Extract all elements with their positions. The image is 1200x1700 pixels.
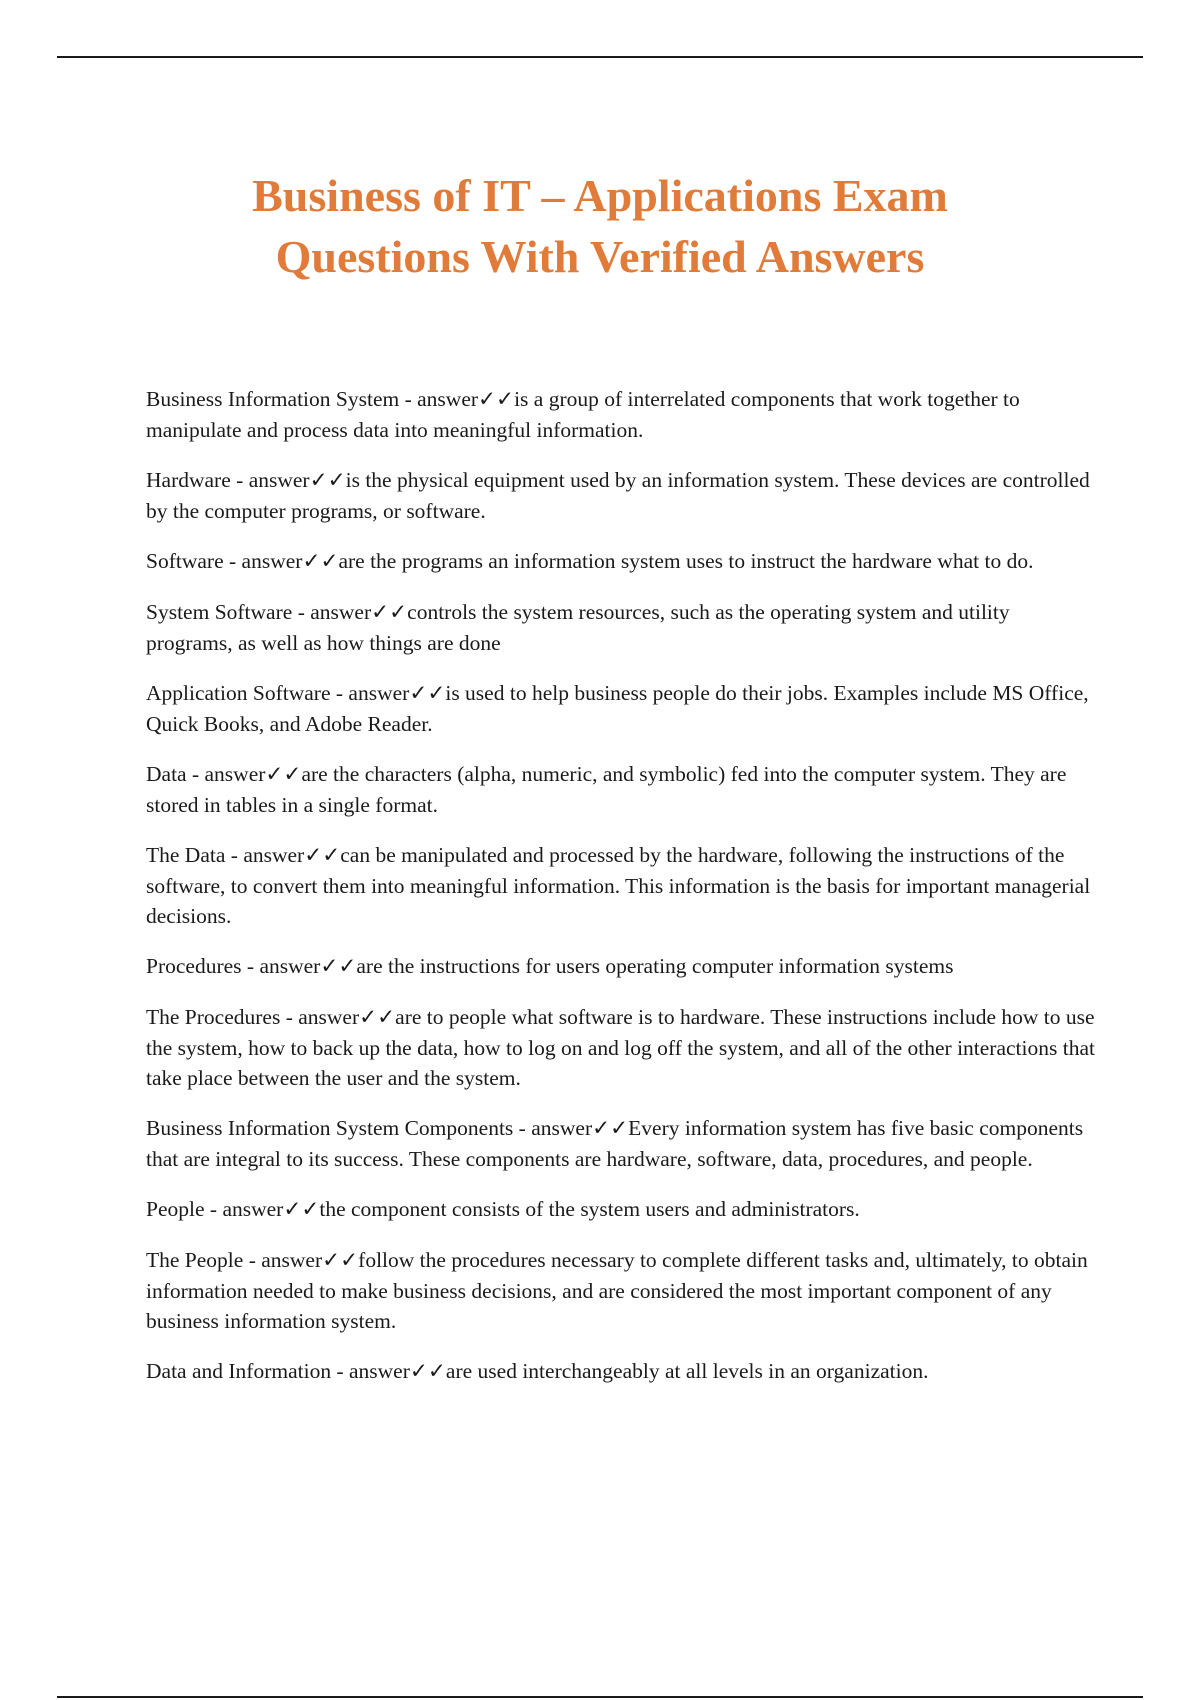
qa-entry [146,759,1096,820]
qa-entry [146,546,1096,577]
qa-entry [146,1002,1096,1093]
entry-definition: are the characters (alpha, numeric, and symbolic) fed into the computer system. They are stored in tables in a single format. [146,762,1067,817]
answer-label: answer [531,1116,593,1140]
entry-term: Application Software [146,681,331,705]
check-icon: ✓✓ [409,681,446,706]
answer-label: answer [261,1248,323,1272]
entry-separator: - [204,1197,223,1221]
check-icon: ✓✓ [309,468,346,493]
answer-label: answer [298,1005,360,1029]
check-icon: ✓✓ [283,1197,320,1222]
check-icon: ✓✓ [478,387,515,412]
entry-term: The Procedures [146,1005,281,1029]
entry-separator: - [223,549,242,573]
answer-label: answer [349,1359,410,1383]
entry-separator: - [225,843,244,867]
check-icon: ✓✓ [322,1248,359,1273]
answer-label: answer [348,681,410,705]
header-rule [57,56,1143,58]
entry-definition: can be manipulated and processed by the hardware, following the instructions of the software, to convert them into meaningful information. This information is the basis for important managerial decisions. [146,843,1091,928]
answer-label: answer [204,762,266,786]
document-title [0,165,1200,287]
qa-entry [146,678,1096,739]
entry-definition: controls the system resources, such as the operating system and utility programs, as well as how things are done [146,600,1010,655]
entry-definition: is used to help business people do their jobs. Examples include MS Office, Quick Books, and Adobe Reader. [146,681,1089,736]
entry-term: Business Information System Components [146,1116,514,1140]
qa-list [146,384,1096,1407]
check-icon: ✓✓ [302,549,339,574]
entry-definition: Every information system has five basic components that are integral to its success. These components are hardware, software, data, procedures, and people. [146,1116,1084,1171]
entry-separator: - [280,1005,299,1029]
answer-label: answer [241,549,303,573]
answer-label: answer [243,843,305,867]
entry-definition: is the physical equipment used by an information system. These devices are controlled by the computer programs, or software. [146,468,1090,523]
entry-definition: are the instructions for users operating computer information systems [356,954,954,978]
qa-entry [146,465,1096,526]
entry-term: People [146,1197,205,1221]
entry-separator: - [230,468,249,492]
qa-entry [146,840,1096,931]
title-line-2: Questions With Verified Answers [275,231,925,282]
entry-term: Data and Information [146,1359,332,1383]
check-icon: ✓✓ [304,843,341,868]
entry-definition: are used interchangeably at all levels in an organization. [445,1359,929,1383]
entry-separator: - [186,762,205,786]
entry-term: Hardware [146,468,231,492]
check-icon: ✓✓ [320,954,357,979]
footer-rule [57,1696,1143,1698]
answer-label: answer [417,387,479,411]
check-icon: ✓✓ [409,1359,446,1384]
check-icon: ✓✓ [265,762,302,787]
entry-definition: follow the procedures necessary to complete different tasks and, ultimately, to obtain information needed to make business decisions, and are considered the most important component of any business information system. [146,1248,1088,1333]
entry-separator: - [330,681,349,705]
entry-term: Business Information System [146,387,400,411]
entry-definition: the component consists of the system users and administrators. [319,1197,860,1221]
entry-separator: - [243,1248,262,1272]
entry-definition: are the programs an information system uses to instruct the hardware what to do. [338,549,1034,573]
qa-entry [146,1356,1096,1387]
qa-entry [146,1113,1096,1174]
entry-separator: - [331,1359,349,1383]
entry-term: Procedures [146,954,242,978]
entry-term: The People [146,1248,244,1272]
entry-separator: - [513,1116,532,1140]
qa-entry [146,1194,1096,1225]
entry-term: System Software [146,600,293,624]
qa-entry [146,597,1096,658]
entry-separator: - [292,600,311,624]
entry-term: Software [146,549,224,573]
entry-separator: - [241,954,260,978]
answer-label: answer [259,954,321,978]
answer-label: answer [310,600,372,624]
qa-entry [146,1245,1096,1336]
entry-definition: is a group of interrelated components that work together to manipulate and process data into meaningful information. [146,387,1020,442]
check-icon: ✓✓ [371,600,408,625]
entry-separator: - [399,387,418,411]
entry-definition: are to people what software is to hardware. These instructions include how to use the system, how to back up the data, how to log on and log off the system, and all of the other interactions that take place between the user and the system. [146,1005,1095,1090]
qa-entry [146,951,1096,982]
entry-term: Data [146,762,187,786]
entry-term: The Data [146,843,226,867]
answer-label: answer [222,1197,284,1221]
title-line-1: Business of IT – Applications Exam [252,170,948,221]
answer-label: answer [248,468,310,492]
check-icon: ✓✓ [592,1116,629,1141]
check-icon: ✓✓ [359,1005,396,1030]
qa-entry [146,384,1096,445]
